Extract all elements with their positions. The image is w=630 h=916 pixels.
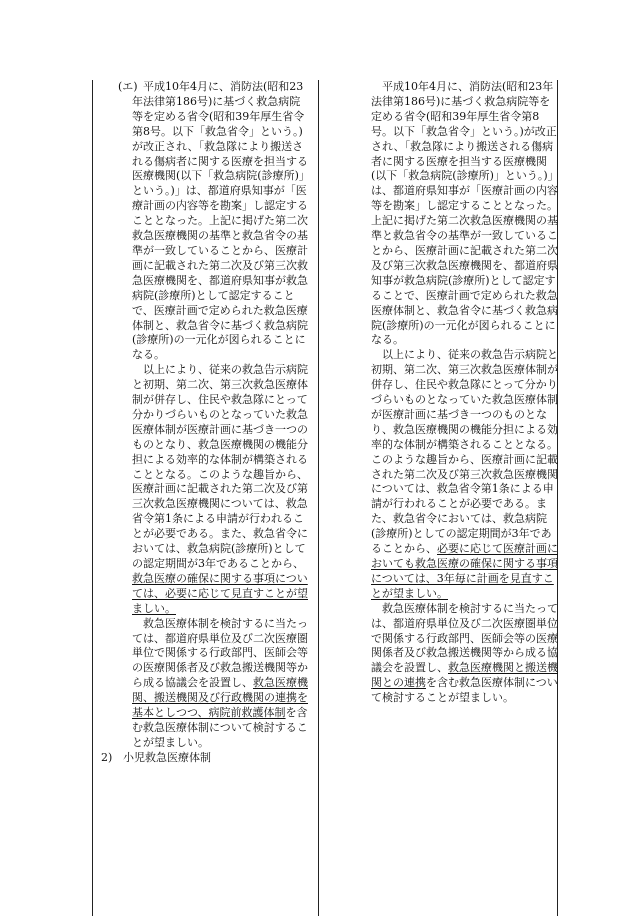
left-paragraph-3-text: 救急医療体制を検討するに当たっては、都道府県単位及び二次医療圏単位で関係する行政部門、医師会等の医療関係者及び救急搬送機関等から成る協議会を設置し、 [132,616,308,690]
right-paragraph-2 [371,348,561,601]
column-divider-left [92,80,93,916]
left-paragraph-3-tail: を含む救急医療体制について検討することが望ましい。 [132,706,308,749]
right-column-current-text [371,80,561,706]
right-paragraph-2-text: 以上により、従来の救急告示病院と初期、第二次、第三次救急医療体制が併存し、住民や救急隊にとって分かりづらいものとなっていた救急医療体制が医療計画に基づき一つのものとなり、救急医療機関の機能分担による効率的な体制が構築されることとなる。このような趣旨から、医療計画に記載された第二次及び第三次救急医療機関については、救急省令第1条による申請が行われることが必要である。また、救急省令においては、救急病院(診療所)としての認定期間が3年であることから、 [371,348,558,556]
left-paragraph-2-text: 以上により、従来の救急告示病院と初期、第二次、第三次救急医療体制が併存し、住民や救急隊にとって分かりづらいものとなっていた救急医療体制が医療計画に基づき一つのものとなり、救急医療機関の機能分担による効率的な体制が構築されることとなる。このような趣旨から、医療計画に記載された第二次及び第三次救急医療機関については、救急省令第1条による申請が行われることが必要である。また、救急省令においては、救急病院(診療所)としての認定期間が3年であることから、 [132,363,308,570]
section-heading [101,751,309,766]
left-paragraph-3 [107,617,309,751]
left-paragraph-2 [107,363,309,616]
right-paragraph-2-underlined: 必要に応じて医療計画においても救急医療の確保に関する事項については、3年毎に計画を見直すことが望ましい。 [371,542,558,600]
right-paragraph-3 [371,602,561,706]
section-title: 小児救急医療体制 [123,750,211,764]
right-paragraph-3-text: 救急医療体制を検討するに当たっては、都道府県単位及び二次医療圏単位で関係する行政部門、医師会等の医療関係者及び救急搬送機関等から成る協議会を設置し、 [371,601,558,675]
left-paragraph-1: 平成10年4月に、消防法(昭和23年法律第186号)に基づく救急病院等を定める省令(昭和39年厚生省令第8号。以下「救急省令」という。)が改正され、「救急隊により搬送される傷病者に関する医療を担当する医療機関(以下「救急病院(診療所)」という。)」は、都道府県知事が「医療計画の内容等を勘案」し認定することとなった。上記に掲げた第二次救急医療機関の基準と救急省令の基準が一致していることから、医療計画に記載された第二次及び第三次救急医療機関を、都道府県知事が救急病院(診療所)として認定することで、医療計画で定められた救急医療体制と、救急省令に基づく救急病院(診療所)の一元化が図られることになる。 [132,80,308,362]
left-paragraph-2-underlined: 救急医療の確保に関する事項については、必要に応じて見直すことが望ましい。 [132,571,308,615]
right-paragraph-3-underlined: 救急医療機関と搬送機関との連携 [371,661,558,690]
right-paragraph-1: 平成10年4月に、消防法(昭和23年法律第186号)に基づく救急病院等を定める省令(昭和39年厚生省令第8号。以下「救急省令」という。)が改正され、「救急隊により搬送される傷病者に関する医療を担当する医療機関(以下「救急病院(診療所)」という。)」は、都道府県知事が「医療計画の内容等を勘案」し認定することとなった。上記に掲げた第二次救急医療機関の基準と救急省令の基準が一致していることから、医療計画に記載された第二次及び第三次救急医療機関を、都道府県知事が救急病院(診療所)として認定することで、医療計画で定められた救急医療体制と、救急省令に基づく救急病院(診療所)の一元化が図られることになる。 [371,80,559,347]
left-column-revised-text [101,80,309,766]
section-number: 2) [101,750,113,764]
column-divider-middle [318,80,319,916]
left-paragraph-3-underlined: 救急医療機関、搬送機関及び行政機関の連携を基本としつつ、病院前救護体制 [132,676,308,720]
right-paragraph-3-tail: を含む救急医療体制について検討することが望ましい。 [371,676,558,705]
item-marker: (エ) [118,80,138,93]
